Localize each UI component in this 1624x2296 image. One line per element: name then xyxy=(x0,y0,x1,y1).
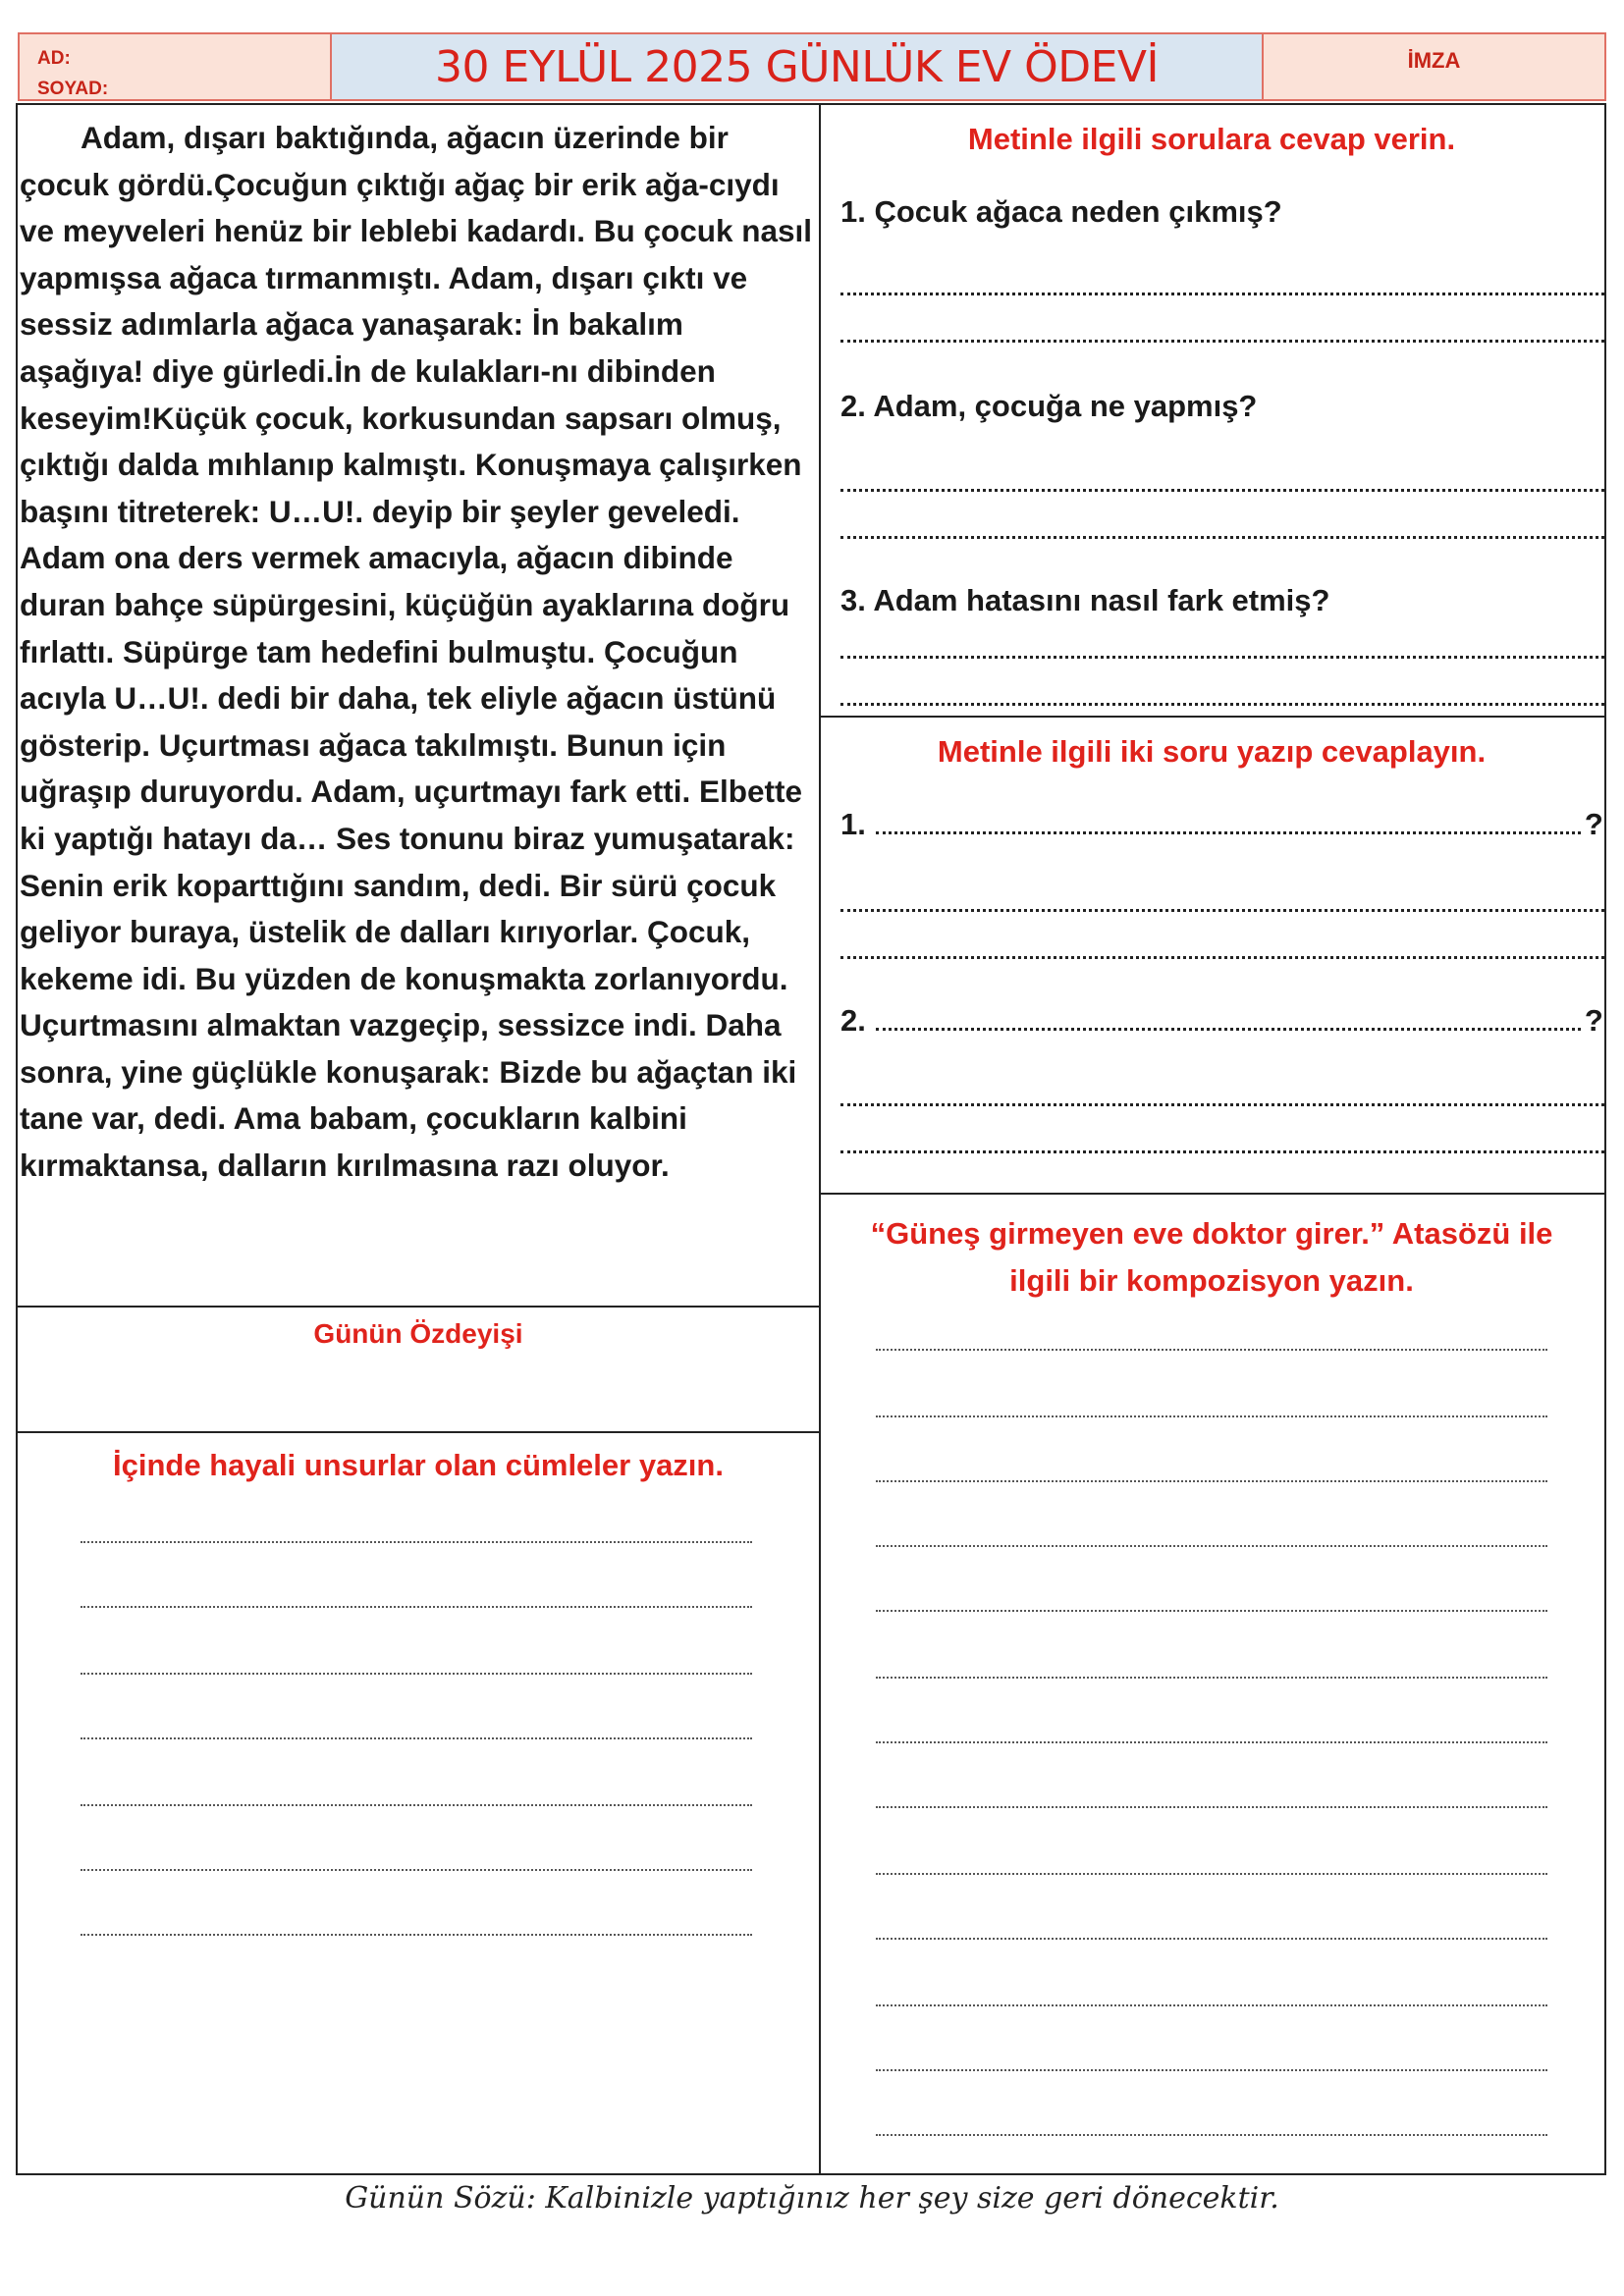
composition-heading-line-1: “Güneş girmeyen eve doktor girer.” Atasözü ile xyxy=(870,1216,1553,1251)
answer-line[interactable] xyxy=(840,656,1604,659)
answer-line[interactable] xyxy=(81,1737,752,1739)
own-question-1[interactable] xyxy=(840,807,1603,842)
question-3: 3. Adam hatasını nasıl fark etmiş? xyxy=(840,583,1330,617)
own-question-number: 1. xyxy=(840,807,866,841)
answer-line[interactable] xyxy=(81,1934,752,1936)
answer-line[interactable] xyxy=(840,909,1604,912)
signature-label: İMZA xyxy=(1407,48,1461,73)
composition-line[interactable] xyxy=(876,1415,1547,1417)
question-2: 2. Adam, çocuğa ne yapmış? xyxy=(840,389,1258,423)
composition-line[interactable] xyxy=(876,2134,1547,2136)
composition-line[interactable] xyxy=(876,1677,1547,1679)
composition-line[interactable] xyxy=(876,1349,1547,1351)
answer-line[interactable] xyxy=(840,293,1604,295)
composition-line[interactable] xyxy=(876,2069,1547,2071)
answer-line[interactable] xyxy=(840,1103,1604,1106)
composition-heading-line-2: ilgili bir kompozisyon yazın. xyxy=(1009,1263,1414,1298)
own-question-number: 2. xyxy=(840,1003,866,1038)
name-label: AD: xyxy=(37,48,71,69)
divider-quote xyxy=(18,1431,819,1433)
questions-heading: Metinle ilgili sorulara cevap verin. xyxy=(967,122,1456,156)
answer-line[interactable] xyxy=(81,1869,752,1871)
composition-heading xyxy=(819,1210,1604,1305)
question-mark: ? xyxy=(1584,807,1603,841)
answer-line[interactable] xyxy=(840,489,1604,492)
answer-line[interactable] xyxy=(81,1673,752,1675)
own-question-2[interactable] xyxy=(840,1003,1603,1039)
divider-story xyxy=(18,1306,819,1308)
question-1: 1. Çocuk ağaca neden çıkmış? xyxy=(840,194,1282,229)
answer-line[interactable] xyxy=(840,536,1604,539)
answer-line[interactable] xyxy=(840,703,1604,706)
composition-line[interactable] xyxy=(876,1938,1547,1940)
quote-of-day-area[interactable] xyxy=(20,1360,815,1428)
imaginary-heading: İçinde hayali unsurlar olan cümleler yazın. xyxy=(113,1448,724,1482)
composition-line[interactable] xyxy=(876,1545,1547,1547)
composition-line[interactable] xyxy=(876,1873,1547,1875)
page-title: 30 EYLÜL 2025 GÜNLÜK EV ÖDEVİ xyxy=(434,41,1159,92)
divider-questions xyxy=(819,716,1604,718)
question-blank[interactable] xyxy=(876,1028,1581,1031)
answer-line[interactable] xyxy=(81,1804,752,1806)
signature-box[interactable] xyxy=(1264,34,1604,99)
quote-of-day-heading: Günün Özdeyişi xyxy=(313,1318,523,1349)
answer-line[interactable] xyxy=(81,1541,752,1543)
page-title-box xyxy=(332,34,1264,99)
composition-line[interactable] xyxy=(876,1610,1547,1612)
story-text: Adam, dışarı baktığında, ağacın üzerinde bir çocuk gördü.Çocuğun çıktığı ağaç bir erik ağa-cıydı ve meyveleri henüz bir leblebi kadardı. Bu çocuk nasıl yapmışsa ağaca tırmanmıştı. Adam, dışarı çıktı ve sessiz adımlarla ağaca yanaşarak: İn bakalım aşağıya! diye gürledi.İn de kulakları-nı dibinden keseyim!Küçük çocuk, korkusundan sapsarı olmuş, çıktığı dalda mıhlanıp kalmıştı. Konuşmaya çalışırken başını titreterek: U…U!. deyip bir şeyler geveledi. Adam ona ders vermek amacıyla, ağacın dibinde duran bahçe süpürgesini, küçüğün ayaklarına doğru fırlattı. Süpürge tam hedefini bulmuştu. Çocuğun acıyla U…U!. dedi bir daha, tek eliyle ağacın üstünü gösterip. Uçurtması ağaca takılmıştı. Bunun için uğraşıp duruyordu. Adam, uçurtmayı fark etti. Elbette ki yaptığı hatayı da… Ses tonunu biraz yumuşatarak: Senin erik koparttığını sandım, dedi. Bir sürü çocuk geliyor buraya, üstelik de dalları kırıyorlar. Çocuk, kekeme idi. Bu yüzden de konuşmakta zorlanıyordu. Uçurtmasını almaktan vazgeçip, sessizce indi. Daha sonra, yine güçlükle konuşarak: Bizde bu ağaçtan iki tane var, dedi. Ama babam, çocukların kalbini kırmaktansa, dalların kırılmasına razı oluyor. xyxy=(20,120,813,1184)
composition-line[interactable] xyxy=(876,1480,1547,1482)
header-bar xyxy=(18,32,1606,101)
question-mark: ? xyxy=(1584,1003,1603,1038)
answer-line[interactable] xyxy=(840,340,1604,343)
surname-label: SOYAD: xyxy=(37,79,109,99)
answer-line[interactable] xyxy=(81,1606,752,1608)
name-box[interactable] xyxy=(20,34,332,99)
story-passage xyxy=(20,115,815,1190)
composition-line[interactable] xyxy=(876,1741,1547,1743)
answer-line[interactable] xyxy=(840,1150,1604,1153)
own-questions-heading: Metinle ilgili iki soru yazıp cevaplayın. xyxy=(937,734,1487,769)
question-blank[interactable] xyxy=(876,831,1581,834)
column-divider xyxy=(819,105,821,2173)
divider-own-questions xyxy=(819,1193,1604,1195)
saying-of-day: Günün Sözü: Kalbinizle yaptığınız her şey size geri dönecektir. xyxy=(345,2181,1279,2216)
answer-line[interactable] xyxy=(840,956,1604,959)
composition-line[interactable] xyxy=(876,1806,1547,1808)
composition-line[interactable] xyxy=(876,2004,1547,2006)
